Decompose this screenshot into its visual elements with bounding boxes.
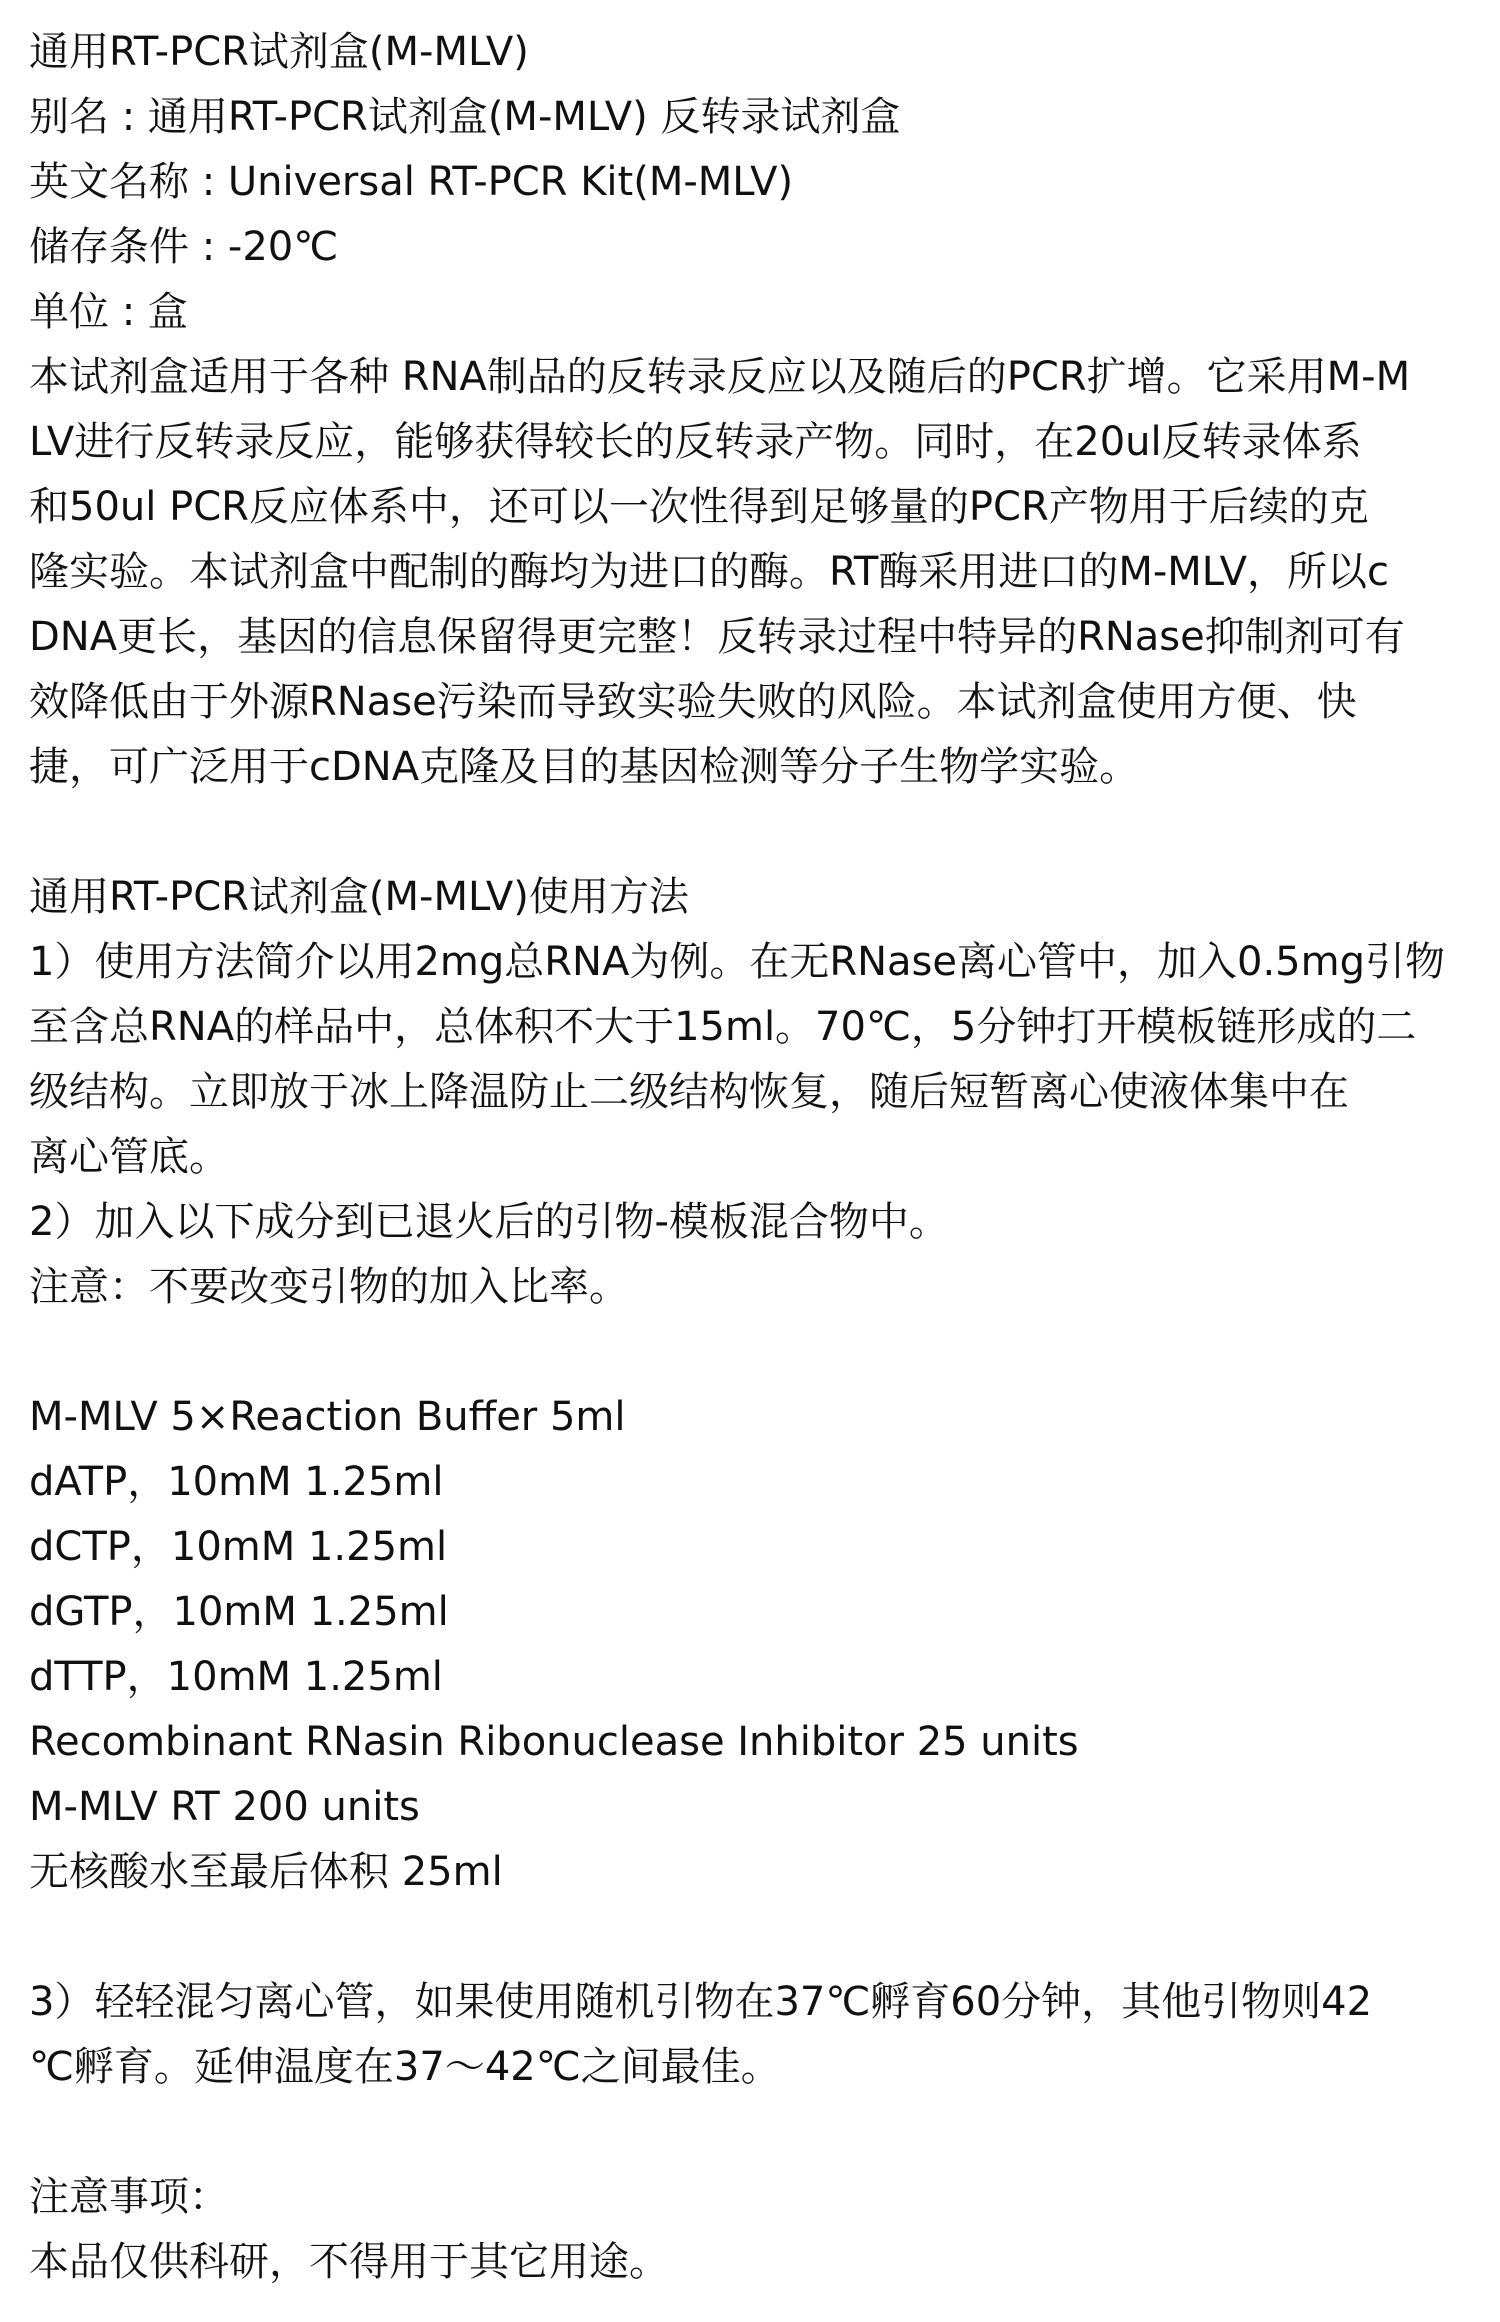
reagent-item: M-MLV RT 200 units	[29, 1784, 420, 1830]
reagent-item: dCTP，10mM 1.25ml	[29, 1524, 448, 1570]
spacer	[29, 800, 1471, 865]
step3-line: 3）轻轻混匀离心管，如果使用随机引物在37℃孵育60分钟，其他引物则42	[29, 1979, 1373, 2025]
step1-line: 级结构。立即放于冰上降温防止二级结构恢复，随后短暂离心使液体集中在	[29, 1069, 1349, 1115]
description-line: 和50ul PCR反应体系中，还可以一次性得到足够量的PCR产物用于后续的克	[29, 484, 1369, 530]
step1-line: 1）使用方法简介以用2mg总RNA为例。在无RNase离心管中，加入0.5mg引物	[29, 939, 1445, 985]
reagent-item: dTTP，10mM 1.25ml	[29, 1654, 443, 1700]
storage-line: 储存条件 : -20℃	[29, 224, 339, 270]
spacer	[29, 1320, 1471, 1385]
document-body	[29, 20, 1471, 2295]
description-line: 隆实验。本试剂盒中配制的酶均为进口的酶。RT酶采用进口的M-MLV，所以c	[29, 549, 1390, 595]
doc-title: 通用RT-PCR试剂盒(M-MLV)	[29, 29, 529, 75]
english-name-line: 英文名称 : Universal RT-PCR Kit(M-MLV)	[29, 159, 794, 205]
reagent-item: 无核酸水至最后体积 25ml	[29, 1849, 503, 1895]
description-line: DNA更长，基因的信息保留得更完整！反转录过程中特异的RNase抑制剂可有	[29, 614, 1405, 660]
note-line: 注意：不要改变引物的加入比率。	[29, 1264, 629, 1310]
description-line: 效降低由于外源RNase污染而导致实验失败的风险。本试剂盒使用方便、快	[29, 679, 1357, 725]
description-line: LV进行反转录反应，能够获得较长的反转录产物。同时，在20ul反转录体系	[29, 419, 1362, 465]
method-title: 通用RT-PCR试剂盒(M-MLV)使用方法	[29, 874, 689, 920]
alias-line: 别名 : 通用RT-PCR试剂盒(M-MLV) 反转录试剂盒	[29, 94, 901, 140]
step1-line: 至含总RNA的样品中，总体积不大于15ml。70℃，5分钟打开模板链形成的二	[29, 1004, 1417, 1050]
reagent-item: Recombinant RNasin Ribonuclease Inhibitor 25 units	[29, 1719, 1079, 1765]
description-line: 捷，可广泛用于cDNA克隆及目的基因检测等分子生物学实验。	[29, 744, 1140, 790]
reagent-item: dGTP，10mM 1.25ml	[29, 1589, 449, 1635]
precautions-title: 注意事项：	[29, 2174, 229, 2220]
step3-line: ℃孵育。延伸温度在37～42℃之间最佳。	[29, 2044, 781, 2090]
reagent-item: M-MLV 5×Reaction Buffer 5ml	[29, 1394, 626, 1440]
precaution-item: 本品仅供科研，不得用于其它用途。	[29, 2239, 669, 2285]
step1-line: 离心管底。	[29, 1134, 229, 1180]
step2-line: 2）加入以下成分到已退火后的引物-模板混合物中。	[29, 1199, 949, 1245]
unit-line: 单位 : 盒	[29, 289, 188, 335]
reagent-item: dATP，10mM 1.25ml	[29, 1459, 444, 1505]
spacer	[29, 1905, 1471, 1970]
spacer	[29, 2100, 1471, 2165]
description-line: 本试剂盒适用于各种 RNA制品的反转录反应以及随后的PCR扩增。它采用M-M	[29, 354, 1411, 400]
